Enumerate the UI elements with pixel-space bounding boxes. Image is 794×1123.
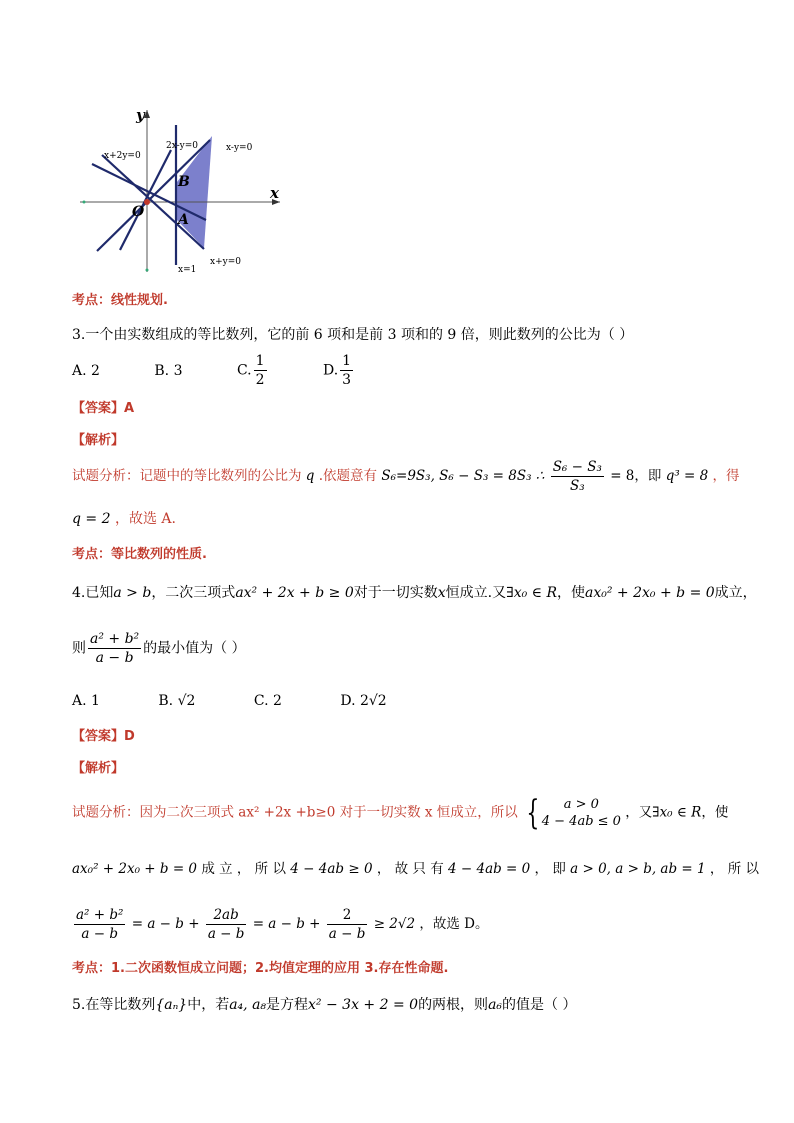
label-x: x: [270, 184, 279, 202]
q3-option-a: A. 2: [72, 362, 100, 379]
axis-dot-left: [83, 201, 86, 204]
q3-kaodian: 考点：等比数列的性质.: [72, 547, 207, 562]
label-xmy: x-y=0: [226, 143, 253, 153]
q3-analysis-heading: 【解析】: [72, 433, 125, 448]
label-x1: x=1: [178, 265, 197, 275]
q4-option-a: A. 1: [72, 693, 100, 709]
label-x2y: x+2y=0: [104, 151, 141, 161]
q4-answer: 【答案】D: [72, 729, 135, 744]
feasible-region: [177, 136, 212, 248]
q4-solution-line3: $\frac{\text{a² + b²}}{a - b}$ = a − b + $\frac{2ab}{a - b}$ = a − b + $\frac{2}{a - b}$ ≥ 2√2 ，故选 D。: [76, 907, 489, 942]
origin-dot: [144, 199, 150, 205]
q4-options: [72, 692, 445, 710]
q2-kaodian: 考点：线性规划.: [72, 293, 168, 308]
label-xpy: x+y=0: [210, 257, 241, 267]
q4-option-c: C. 2: [253, 693, 282, 709]
q4-option-d: D. 2√2: [340, 693, 387, 709]
q4-solution-line1: 试题分析：因为二次三项式 ax² +2x +b≥0 对于一切实数 x 恒成立，所以 { a > 0 4 − 4ab ≤ 0 ，又∃x₀ ∈ R，使: [72, 793, 729, 833]
label-y: y: [136, 106, 145, 124]
label-a: A: [178, 212, 189, 228]
q4-option-b: B. √2: [158, 693, 196, 709]
q3-option-c: C. $\frac{1}{2}$: [236, 353, 265, 388]
axis-dot-bottom: [146, 269, 149, 272]
label-o: O: [132, 204, 145, 220]
q3-answer: 【答案】A: [72, 401, 135, 416]
q3-stem: 3.一个由实数组成的等比数列，它的前 6 项和是前 3 项和的 9 倍，则此数列的公比为（ ）: [72, 327, 634, 343]
q4-analysis-heading: 【解析】: [72, 761, 125, 776]
linear-programming-figure: [70, 100, 300, 280]
label-b: B: [178, 174, 190, 190]
label-2xy: 2x-y=0: [166, 141, 199, 151]
q3-option-d: D. $\frac{1}{3}$: [322, 353, 352, 388]
q4-stem-line1: 4.已知a > b，二次三项式ax² + 2x + b ≥ 0对于一切实数x恒成立.又∃x₀ ∈ R，使ax₀² + 2x₀ + b = 0成立，: [72, 585, 757, 601]
q4-solution-line2: ax₀² + 2x₀ + b = 0 成 立 ， 所 以 4 − 4ab ≥ 0 ， 故 只 有 4 − 4ab = 0 ， 即 a > 0, a > b, ab = 1 ， 所 以: [72, 861, 759, 877]
q4-kaodian: 考点：1.二次函数恒成立问题；2.均值定理的应用 3.存在性命题.: [72, 961, 449, 976]
q3-option-b: B. 3: [154, 362, 183, 379]
q5-stem: 5.在等比数列{aₙ}中，若a₄, a₈是方程x² − 3x + 2 = 0的两根，则a₆的值是（ ）: [72, 997, 577, 1013]
q3-solution-line1: 试题分析：记题中的等比数列的公比为 q .依题意有 S₆=9S₃, S₆ − S₃ = 8S₃ ∴ $\frac{\text{S₆ − S₃}}{\text{S₃}}$ = 8，即 q³ = 8 ，得: [72, 459, 740, 494]
q3-solution-line2: q = 2 ，故选 A.: [72, 511, 176, 527]
y-axis-arrow: [144, 110, 150, 118]
q3-options: [72, 352, 413, 389]
q4-stem-line2: 则 $\frac{\text{a² + b²}}{a - b}$ 的最小值为（ ）: [72, 631, 246, 666]
